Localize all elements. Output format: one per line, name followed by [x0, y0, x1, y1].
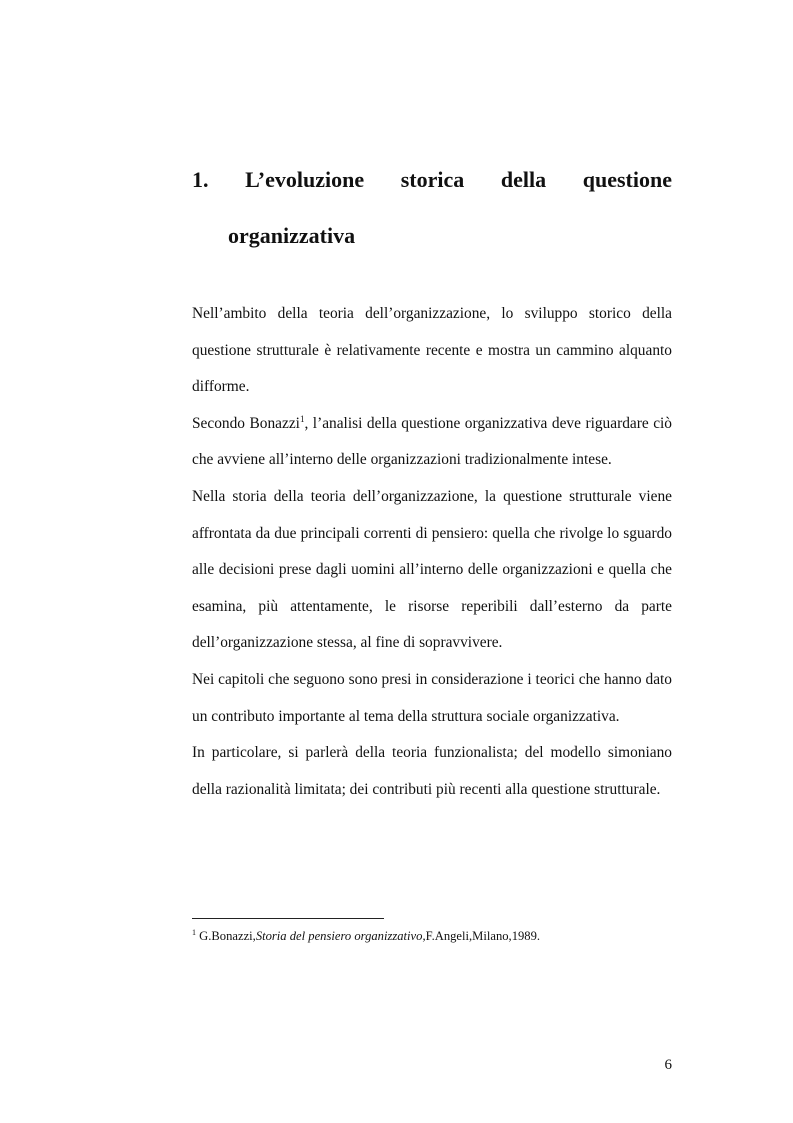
footnote-reference[interactable]: 1	[299, 413, 305, 424]
paragraph	[192, 406, 672, 479]
chapter-heading-line-1	[192, 152, 672, 208]
footnote-title: Storia del pensiero organizzativo,	[255, 929, 426, 943]
footnote	[192, 928, 672, 944]
chapter-title-word: della	[500, 167, 547, 192]
paragraph: Nei capitoli che seguono sono presi in considerazione i teorici che hanno dato un contributo importante al tema della struttura sociale organizzativa.	[192, 670, 672, 725]
chapter-number: 1.	[192, 167, 209, 192]
paragraph-text: , l’analisi della questione organizzativa deve riguardare ciò che avviene all’interno delle organizzazioni tradizionalmente intese.	[192, 414, 672, 469]
footnote-publisher: F.Angeli,Milano,1989.	[425, 929, 541, 943]
chapter-title-word: L’evoluzione	[245, 167, 365, 192]
page-number: 6	[664, 1057, 672, 1073]
paragraph: Nell’ambito della teoria dell’organizzazione, lo sviluppo storico della questione strutturale è relativamente recente e mostra un cammino alquanto difforme.	[192, 305, 672, 396]
chapter-heading	[192, 152, 672, 264]
paragraph: Nella storia della teoria dell’organizzazione, la questione strutturale viene affrontata da due principali correnti di pensiero: quella che rivolge lo sguardo alle decisioni prese dagli uomini all’interno delle organizzazioni e quella che esamina, più attentamente, le risorse reperibili dall’esterno da parte dell’organizzazione stessa, al fine di sopravvivere.	[192, 487, 672, 652]
footnote-divider	[192, 918, 384, 919]
paragraph: In particolare, si parlerà della teoria funzionalista; del modello simoniano della razionalità limitata; dei contributi più recenti alla questione strutturale.	[192, 744, 672, 798]
chapter-title-word: storica	[400, 167, 465, 192]
chapter-title-word: questione	[582, 167, 672, 192]
footnote-marker: 1	[192, 928, 196, 937]
footnote-author: G.Bonazzi,	[196, 929, 256, 943]
body-text	[192, 296, 672, 808]
chapter-heading-line-2: organizzativa	[228, 223, 356, 248]
paragraph-text: Secondo Bonazzi	[192, 414, 300, 432]
